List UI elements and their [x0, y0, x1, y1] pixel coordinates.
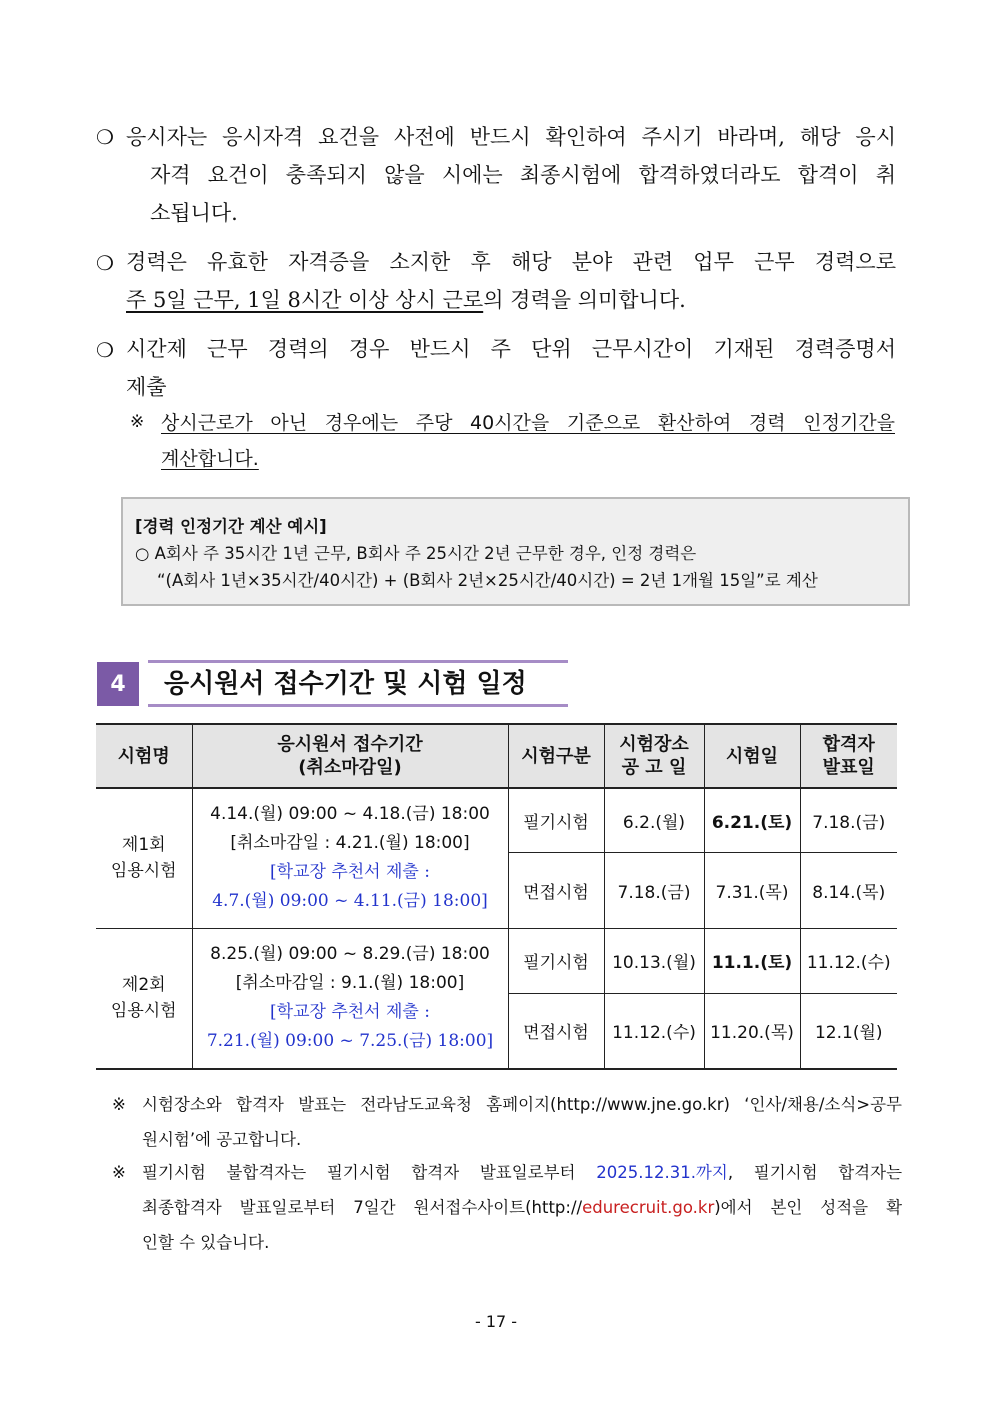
- section-number: 4: [97, 662, 139, 706]
- text-line: 인할 수 있습니다.: [142, 1233, 270, 1252]
- example-line: ○ A회사 주 35시간 1년 근무, B회사 주 25시간 2년 근무한 경우, 인정 경력은: [135, 544, 697, 563]
- section-title: 응시원서 접수기간 및 시험 일정: [148, 660, 568, 707]
- deadline-text: 2025.12.31.까지: [596, 1163, 728, 1182]
- cell-text: 8.25.(월) 09:00 ~ 8.29.(금) 18:00: [210, 944, 490, 965]
- header-text: 응시원서 접수기간: [277, 734, 423, 755]
- text-line: 시간제 근무 경력의 경우 반드시 주 단위 근무시간이 기재된 경력증명서: [126, 337, 896, 361]
- round-period: [192, 788, 508, 928]
- header-name: 시험명: [96, 724, 192, 788]
- round-name: [96, 928, 192, 1069]
- cell-type: 필기시험: [508, 788, 604, 852]
- cell-date: 11.1.(토): [704, 928, 800, 993]
- text-line: 경력은 유효한 자격증을 소지한 후 해당 분야 관련 업무 근무 경력으로: [126, 250, 896, 274]
- cell-result: 8.14.(목): [800, 852, 897, 928]
- text-line: [112, 1155, 902, 1190]
- note-venue: [112, 1087, 902, 1157]
- cell-type: 면접시험: [508, 993, 604, 1069]
- header-venue: [604, 724, 704, 788]
- cell-text: 4.14.(월) 09:00 ~ 4.18.(금) 18:00: [210, 804, 490, 825]
- note-score: [112, 1155, 902, 1260]
- cell-text: [취소마감일 : 9.1.(월) 18:00]: [235, 973, 465, 994]
- circle-bullet-icon: ❍: [96, 338, 114, 362]
- table-row: [96, 788, 897, 852]
- recommendation-text: 4.7.(월) 09:00 ~ 4.11.(금) 18:00]: [212, 891, 488, 912]
- underlined-text: 주 5일 근무, 1일 8시간 이상 상시 근로: [126, 288, 484, 312]
- page-number: - 17 -: [474, 1312, 518, 1331]
- text: 의 경력을 의미합니다.: [483, 288, 686, 312]
- header-text: 시험장소: [619, 734, 689, 755]
- text-line: 원시험’에 공고합니다.: [142, 1130, 302, 1149]
- header-period: [192, 724, 508, 788]
- header-text: 합격자: [822, 734, 875, 755]
- round-name: [96, 788, 192, 928]
- recommendation-text: [학교장 추천서 제출 :: [270, 1002, 430, 1023]
- text-line: 응시자는 응시자격 요건을 사전에 반드시 확인하여 주시기 바라며, 해당 응시: [126, 125, 896, 149]
- cell-result: 11.12.(수): [800, 928, 897, 993]
- cell-venue: 11.12.(수): [604, 993, 704, 1069]
- header-type: 시험구분: [508, 724, 604, 788]
- cell-venue: 10.13.(월): [604, 928, 704, 993]
- header-text: 발표일: [822, 757, 875, 778]
- paragraph-career: [126, 243, 896, 319]
- example-line: “(A회사 1년×35시간/40시간) + (B회사 2년×25시간/40시간) = 2년 1개월 15일”로 계산: [157, 571, 818, 590]
- site-link[interactable]: edurecruit.go.kr: [582, 1198, 715, 1217]
- example-box: [121, 497, 910, 606]
- cell-text: 임용시험: [110, 1001, 177, 1022]
- reference-mark-icon: ※: [112, 1163, 126, 1182]
- circle-bullet-icon: ❍: [96, 125, 114, 149]
- cell-type: 필기시험: [508, 928, 604, 993]
- underlined-text: 계산합니다.: [161, 448, 259, 470]
- header-result: [800, 724, 897, 788]
- cell-date: 6.21.(토): [704, 788, 800, 852]
- reference-mark-icon: ※: [130, 412, 145, 432]
- text: )에서 본인 성적을 확: [714, 1198, 903, 1217]
- cell-result: 12.1(월): [800, 993, 897, 1069]
- text: 필기시험 불합격자는 필기시험 합격자 발표일로부터: [142, 1163, 597, 1182]
- cell-type: 면접시험: [508, 852, 604, 928]
- cell-result: 7.18.(금): [800, 788, 897, 852]
- text: 최종합격자 발표일로부터 7일간 원서접수사이트(http://: [142, 1198, 583, 1217]
- cell-text: 제2회: [121, 975, 166, 996]
- text-line: 상시근로가 아닌 경우에는 주당 40시간을 기준으로 환산하여 경력 인정기간을: [161, 412, 895, 434]
- cell-text: 제1회: [121, 835, 166, 856]
- cell-venue: 7.18.(금): [604, 852, 704, 928]
- text-line: 소됩니다.: [150, 201, 238, 225]
- text-line: 자격 요건이 충족되지 않을 시에는 최종시험에 합격하였더라도 합격이 취: [150, 163, 896, 187]
- text-line: 제출: [126, 375, 167, 399]
- text-line: [161, 441, 895, 477]
- schedule-table: [96, 723, 897, 1070]
- paragraph-parttime: [126, 330, 896, 406]
- recommendation-text: 7.21.(월) 09:00 ~ 7.25.(금) 18:00]: [206, 1031, 494, 1052]
- header-text: 공 고 일: [621, 757, 687, 778]
- reference-mark-icon: ※: [112, 1095, 126, 1114]
- sub-note: [161, 405, 895, 477]
- text-line: 시험장소와 합격자 발표는 전라남도교육청 홈페이지(http://www.jne.go.kr) ‘인사/채용/소식>공무: [142, 1095, 902, 1114]
- table-row: [96, 928, 897, 993]
- text: , 필기시험 합격자는: [727, 1163, 903, 1182]
- header-text: (취소마감일): [298, 757, 402, 778]
- recommendation-text: [학교장 추천서 제출 :: [270, 862, 430, 883]
- cell-text: [취소마감일 : 4.21.(월) 18:00]: [230, 833, 470, 854]
- paragraph-eligibility: [126, 118, 896, 232]
- cell-date: 7.31.(목): [704, 852, 800, 928]
- text-line: [112, 1190, 902, 1225]
- text-line: [126, 281, 896, 319]
- circle-bullet-icon: ❍: [96, 251, 114, 275]
- cell-venue: 6.2.(월): [604, 788, 704, 852]
- header-date: 시험일: [704, 724, 800, 788]
- table-header-row: [96, 724, 897, 788]
- cell-text: 임용시험: [110, 861, 177, 882]
- example-title: [경력 인정기간 계산 예시]: [135, 517, 327, 536]
- cell-date: 11.20.(목): [704, 993, 800, 1069]
- round-period: [192, 928, 508, 1069]
